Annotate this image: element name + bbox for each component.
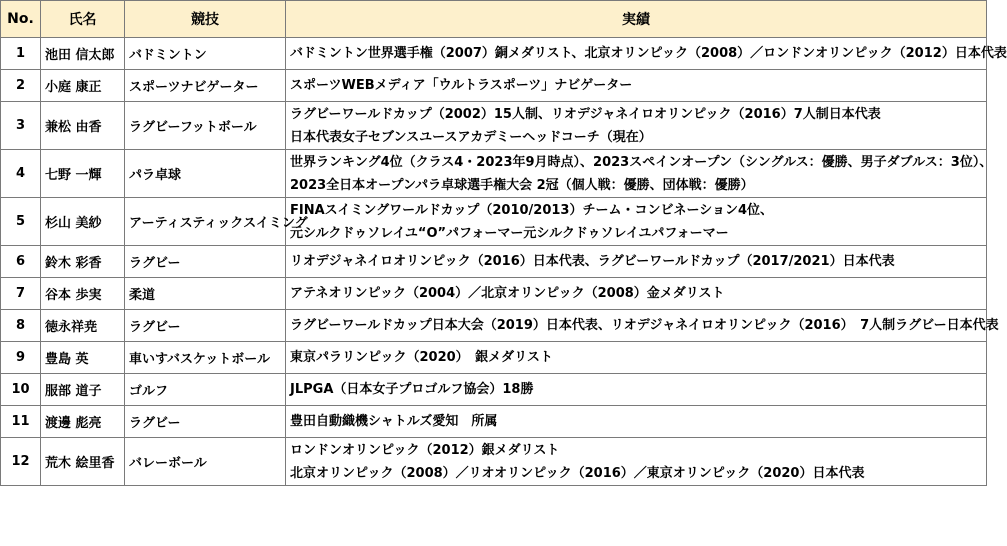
table-row	[1, 406, 987, 438]
sport-name: アーティスティックスイミング	[125, 198, 286, 246]
achievements-cell	[286, 278, 987, 310]
achievements-cell	[286, 70, 987, 102]
achievement-line: 日本代表女子セブンスユースアカデミーヘッドコーチ（現在）	[290, 129, 652, 145]
achievements-cell	[286, 198, 987, 246]
table-row	[1, 38, 987, 70]
achievement-line: リオデジャネイロオリンピック（2016）日本代表、ラグビーワールドカップ（2017/2021）日本代表	[290, 254, 895, 269]
achievement-line: FINAスイミングワールドカップ（2010/2013）チーム・コンビネーション4位、	[290, 202, 773, 218]
table-row	[1, 342, 987, 374]
row-number: 8	[1, 310, 41, 342]
achievement-line: 元シルクドゥソレイユ“O”パフォーマー元シルクドゥソレイユパフォーマー	[290, 225, 729, 241]
athlete-name: 池田 信太郎	[41, 38, 125, 70]
table-row	[1, 310, 987, 342]
athlete-name: 鈴木 彩香	[41, 246, 125, 278]
achievement-line: 世界ランキング4位（クラス4・2023年9月時点）、2023スペインオープン（シングルス：優勝、男子ダブルス：3位）、	[290, 154, 993, 170]
achievement-line: スポーツWEBメディア「ウルトラスポーツ」ナビゲーター	[290, 78, 633, 93]
row-number: 4	[1, 150, 41, 198]
table-row	[1, 70, 987, 102]
table-row	[1, 438, 987, 486]
athlete-name: 服部 道子	[41, 374, 125, 406]
sport-name: ラグビー	[125, 246, 286, 278]
sport-name: ラグビー	[125, 406, 286, 438]
achievements-cell	[286, 342, 987, 374]
row-number: 3	[1, 102, 41, 150]
achievement-line: アテネオリンピック（2004）／北京オリンピック（2008）金メダリスト	[290, 286, 725, 301]
sport-name: ラグビー	[125, 310, 286, 342]
header-achievements: 実績	[286, 1, 987, 38]
sport-name: バドミントン	[125, 38, 286, 70]
row-number: 2	[1, 70, 41, 102]
header-sport: 競技	[125, 1, 286, 38]
achievement-line: ロンドンオリンピック（2012）銀メダリスト	[290, 442, 560, 458]
sport-name: バレーボール	[125, 438, 286, 486]
table-row	[1, 102, 987, 150]
achievement-line: 2023全日本オープンパラ卓球選手権大会 2冠（個人戦：優勝、団体戦：優勝）	[290, 177, 754, 193]
athlete-name: 兼松 由香	[41, 102, 125, 150]
athlete-name: 徳永祥尭	[41, 310, 125, 342]
athlete-name: 渡邊 彪亮	[41, 406, 125, 438]
achievements-cell	[286, 310, 999, 342]
achievement-line: 豊田自動織機シャトルズ愛知 所属	[290, 414, 498, 429]
achievement-line: 東京パラリンピック（2020） 銀メダリスト	[290, 350, 553, 365]
table-body	[1, 38, 1007, 486]
achievements-cell	[286, 374, 987, 406]
table-row	[1, 198, 987, 246]
achievements-cell	[286, 150, 993, 198]
header-name: 氏名	[41, 1, 125, 38]
row-number: 1	[1, 38, 41, 70]
table-row	[1, 246, 987, 278]
athlete-name: 小庭 康正	[41, 70, 125, 102]
achievement-line: バドミントン世界選手権（2007）銅メダリスト、北京オリンピック（2008）／ロンドンオリンピック（2012）日本代表	[290, 46, 1007, 61]
achievements-cell	[286, 102, 987, 150]
athlete-name: 杉山 美紗	[41, 198, 125, 246]
achievement-line: JLPGA（日本女子プロゴルフ協会）18勝	[290, 382, 534, 397]
achievements-cell	[286, 246, 987, 278]
achievement-line: ラグビーワールドカップ（2002）15人制、リオデジャネイロオリンピック（2016）7人制日本代表	[290, 106, 881, 122]
achievement-line: ラグビーワールドカップ日本大会（2019）日本代表、リオデジャネイロオリンピック（2016） 7人制ラグビー日本代表	[290, 318, 999, 333]
sport-name: 車いすバスケットボール	[125, 342, 286, 374]
sport-name: ゴルフ	[125, 374, 286, 406]
row-number: 5	[1, 198, 41, 246]
table-row	[1, 278, 987, 310]
sport-name: パラ卓球	[125, 150, 286, 198]
achievements-cell	[286, 38, 1007, 70]
athlete-name: 豊島 英	[41, 342, 125, 374]
table-row	[1, 150, 987, 198]
athlete-name: 荒木 絵里香	[41, 438, 125, 486]
row-number: 6	[1, 246, 41, 278]
achievements-cell	[286, 406, 987, 438]
row-number: 10	[1, 374, 41, 406]
achievement-line: 北京オリンピック（2008）／リオオリンピック（2016）／東京オリンピック（2020）日本代表	[290, 465, 865, 481]
sport-name: ラグビーフットボール	[125, 102, 286, 150]
row-number: 9	[1, 342, 41, 374]
row-number: 12	[1, 438, 41, 486]
sport-name: 柔道	[125, 278, 286, 310]
athlete-name: 谷本 歩実	[41, 278, 125, 310]
achievements-cell	[286, 438, 987, 486]
athlete-name: 七野 一輝	[41, 150, 125, 198]
row-number: 11	[1, 406, 41, 438]
sport-name: スポーツナビゲーター	[125, 70, 286, 102]
table-row	[1, 374, 987, 406]
header-no: No.	[1, 1, 41, 38]
row-number: 7	[1, 278, 41, 310]
table-header	[1, 1, 987, 38]
header-row	[1, 1, 987, 38]
